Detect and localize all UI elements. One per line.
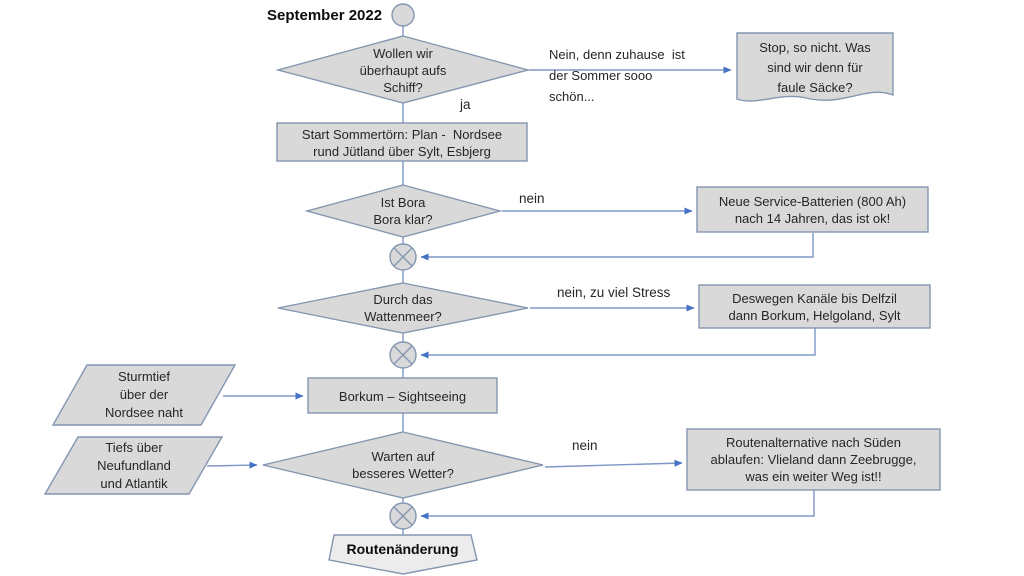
input-lows-label: Tiefs über Neufundland und Atlantik bbox=[97, 440, 171, 491]
decision-bora-label: Ist Bora Bora klar? bbox=[373, 195, 433, 227]
process-borkum-label: Borkum – Sightseeing bbox=[338, 389, 467, 404]
process-altroute-label: Routenalternative nach Süden ablaufen: Vlieland dann Zeebrugge, was ein weiter Weg ist!! bbox=[710, 435, 917, 484]
document-stop-label: Stop, so nicht. Was sind wir denn für faule Säcke? bbox=[759, 40, 871, 95]
input-storm-label: Sturmtief über der Nordsee naht bbox=[104, 369, 184, 420]
edge-label-nein-1: nein bbox=[519, 191, 545, 206]
edge-note-nein-home: Nein, denn zuhause ist der Sommer sooo schön... bbox=[549, 47, 685, 104]
return-batteries-to-x1 bbox=[421, 233, 813, 257]
decision-ship-label: Wollen wir überhaupt aufs Schiff? bbox=[359, 46, 447, 95]
return-altroute-to-x3 bbox=[421, 490, 814, 516]
return-canals-to-x2 bbox=[421, 328, 815, 355]
edge-label-ja: ja bbox=[460, 97, 471, 112]
process-batteries-label: Neue Service-Batterien (800 Ah) nach 14 Jahren, das ist ok! bbox=[718, 194, 907, 226]
edge-label-nein-2: nein bbox=[572, 438, 598, 453]
process-start-label: Start Sommertörn: Plan - Nordsee rund Jütland über Sylt, Esbjerg bbox=[301, 127, 503, 159]
edge-label-nein-stress: nein, zu viel Stress bbox=[557, 285, 671, 300]
arrow-lows-to-weather bbox=[207, 465, 257, 466]
decision-wadden-label: Durch das Wattenmeer? bbox=[364, 292, 442, 324]
date-title: September 2022 bbox=[267, 7, 383, 24]
arrow-weather-to-altroute bbox=[545, 463, 682, 467]
decision-weather-label: Warten auf besseres Wetter? bbox=[352, 449, 454, 481]
banner-route-label: Routenänderung bbox=[346, 541, 459, 557]
process-canals-label: Deswegen Kanäle bis Delfzil dann Borkum, Helgoland, Sylt bbox=[728, 291, 901, 323]
